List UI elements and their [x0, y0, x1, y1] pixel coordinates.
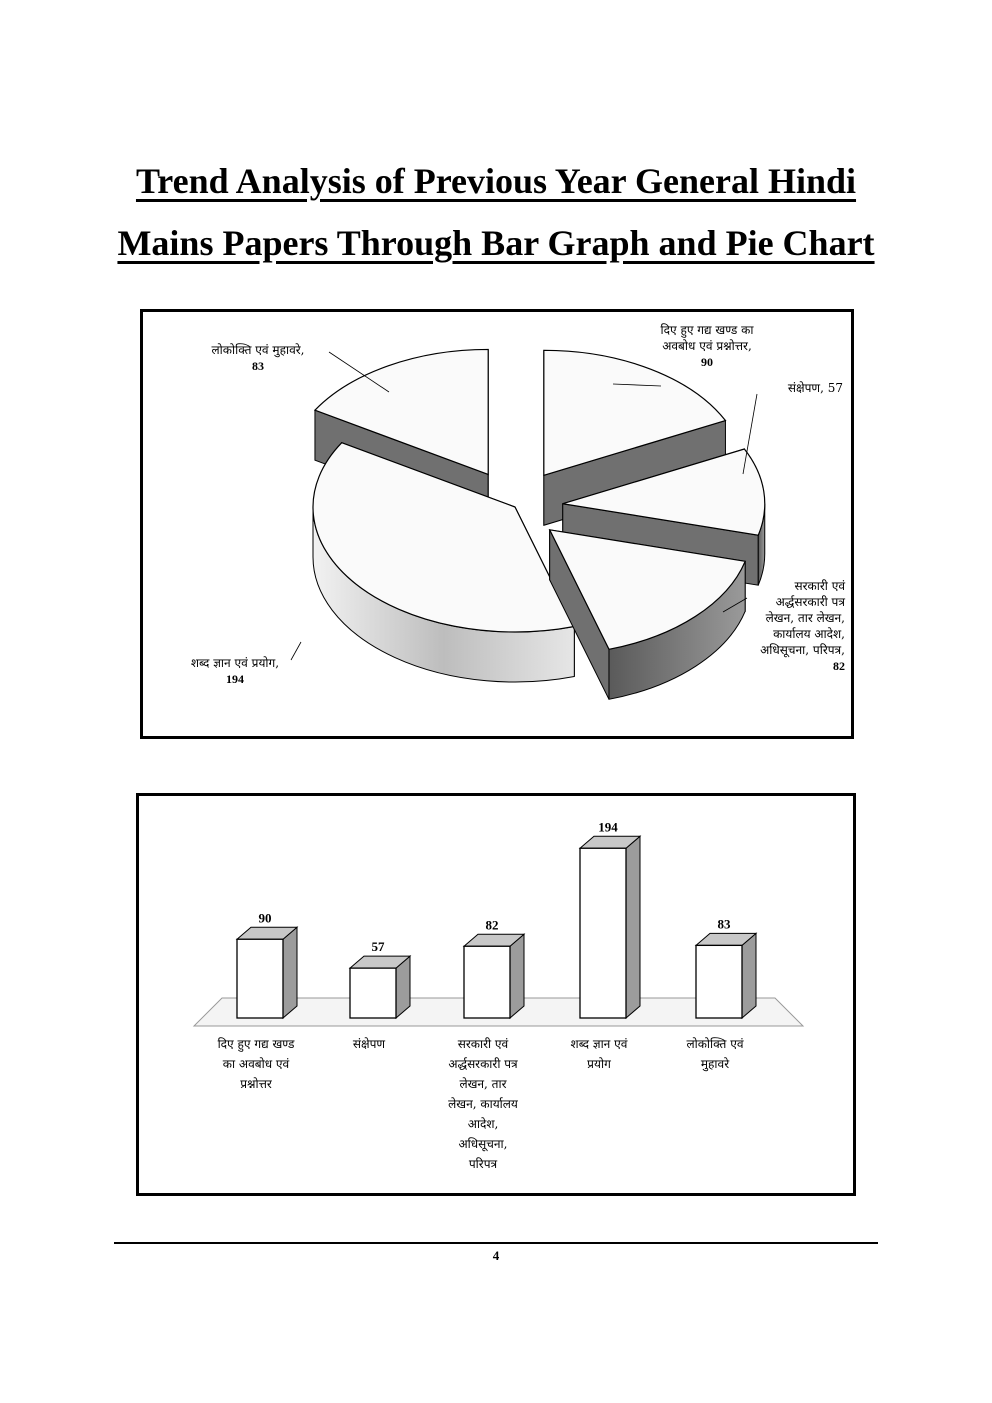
bar: [464, 934, 524, 1018]
bar: [350, 956, 410, 1018]
page-title-line-2: Mains Papers Through Bar Graph and Pie Chart: [117, 223, 875, 263]
bar-front: [696, 945, 742, 1018]
bar-value-label: 57: [371, 939, 385, 955]
bar-category-label: सरकारी एवं अर्द्धसरकारी पत्र लेखन, तार लेखन, कार्यालय आदेश, अधिसूचना, परिपत्र: [448, 1037, 518, 1171]
pie-chart-svg: [143, 312, 851, 736]
bar: [237, 927, 297, 1018]
bar-front: [464, 946, 510, 1018]
pie-slice-label: सरकारी एवं अर्द्धसरकारी पत्र लेखन, तार लेखन, कार्यालय आदेश, अधिसूचना, परिपत्र, 82: [760, 579, 845, 673]
bar-front: [237, 939, 283, 1018]
pie-slice-label: संक्षेपण, 57: [787, 381, 843, 395]
bar: [696, 933, 756, 1018]
bar-category-label: दिए हुए गद्य खण्ड का अवबोध एवं प्रश्नोत्तर: [217, 1037, 295, 1091]
page-title-line-1: Trend Analysis of Previous Year General Hindi: [135, 161, 857, 201]
pie-slice-label: दिए हुए गद्य खण्ड का अवबोध एवं प्रश्नोत्तर, 90: [660, 323, 754, 369]
bar-chart: [136, 793, 856, 1196]
bar-side: [510, 934, 524, 1018]
footer-rule: [114, 1242, 878, 1244]
bar-value-label: 194: [598, 819, 618, 835]
bar-front: [580, 848, 626, 1018]
bar-front: [350, 968, 396, 1018]
bar-side: [742, 933, 756, 1018]
bar-side: [283, 927, 297, 1018]
pie-slice-label: लोकोक्ति एवं मुहावरे, 83: [211, 343, 305, 373]
pie-leader-line: [291, 642, 301, 660]
bar-category-label: संक्षेपण: [352, 1037, 386, 1051]
bar-side: [626, 836, 640, 1018]
bar-category-label: शब्द ज्ञान एवं प्रयोग: [570, 1037, 628, 1071]
bar: [580, 836, 640, 1018]
bar-value-label: 82: [485, 917, 499, 933]
pie-slice-label: शब्द ज्ञान एवं प्रयोग, 194: [190, 656, 280, 686]
bar-category-label: लोकोक्ति एवं मुहावरे: [686, 1037, 744, 1071]
bar-value-label: 90: [258, 910, 272, 926]
bar-chart-svg: [139, 796, 853, 1193]
pie-chart: [140, 309, 854, 739]
bar-value-label: 83: [717, 916, 731, 932]
page-number: 4: [492, 1248, 500, 1263]
